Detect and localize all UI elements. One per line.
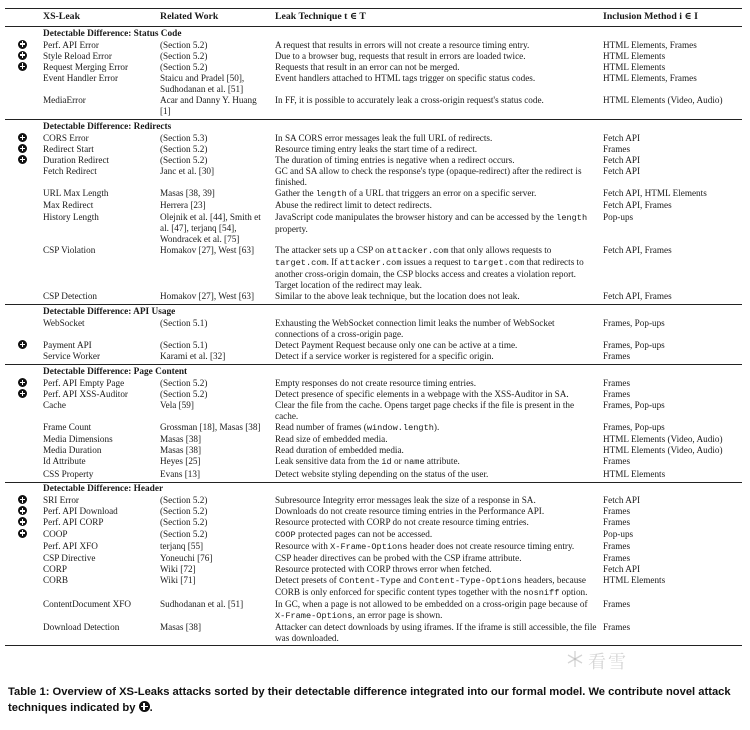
- table-row: [5, 378, 742, 389]
- novel-marker-cell: [5, 62, 40, 73]
- table-row: [5, 144, 742, 155]
- related-work: (Section 5.2): [160, 61, 208, 72]
- table-row: [5, 166, 742, 188]
- related-work: Homakov [27], West [63]: [160, 291, 255, 302]
- table-row: [5, 133, 742, 144]
- novel-marker-cell: [5, 212, 40, 245]
- table-row: [5, 95, 742, 120]
- section-header-row: [5, 482, 742, 495]
- leak-technique: Resource with X-Frame-Options header does not create resource timing entry.: [275, 540, 575, 552]
- table-row: [5, 434, 742, 445]
- table-header-row: [5, 9, 742, 27]
- xs-leaks-table: [5, 8, 742, 646]
- watermark-snowflake-icon: [566, 650, 584, 668]
- related-work: Grossman [18], Masas [38]: [160, 422, 261, 433]
- related-work: (Section 5.1): [160, 340, 208, 351]
- leak-technique: Clear the file from the cache. Opens target page checks if the file is present in the cache.: [275, 400, 575, 422]
- xs-leak-name: URL Max Length: [43, 188, 109, 199]
- novel-marker-cell: [5, 40, 40, 51]
- novel-marker-cell: [5, 575, 40, 599]
- novel-plus-icon: [18, 389, 27, 398]
- inclusion-method: Fetch API, HTML Elements: [603, 188, 707, 199]
- xs-leak-name: CSP Directive: [43, 552, 96, 563]
- caption-tail: .: [149, 702, 153, 714]
- related-work: Staicu and Pradel [50], Sudhodanan et al. [51]: [160, 72, 245, 94]
- leak-technique: Detect if a service worker is registered for a specific origin.: [275, 351, 494, 362]
- inclusion-method: Fetch API, Frames: [603, 291, 672, 302]
- novel-marker-cell: [5, 245, 40, 291]
- related-work: (Section 5.1): [160, 317, 208, 328]
- novel-marker-cell: [5, 389, 40, 400]
- related-work: Sudhodanan et al. [51]: [160, 599, 244, 610]
- inclusion-method: Fetch API, Frames: [603, 200, 672, 211]
- section-spacer: [5, 482, 40, 495]
- inclusion-method: Pop-ups: [603, 528, 634, 539]
- inclusion-method: Fetch API: [603, 563, 641, 574]
- table-row: [5, 389, 742, 400]
- xs-leak-name: CSP Detection: [43, 291, 98, 302]
- table-row: [5, 200, 742, 211]
- xs-leak-name: Event Handler Error: [43, 72, 118, 83]
- novel-marker-cell: [5, 400, 40, 422]
- leak-technique: Attacker can detect downloads by using iframes. If the iframe is still accessible, the file was downloaded.: [272, 622, 600, 646]
- inclusion-method: Frames: [603, 517, 631, 528]
- inclusion-method: Frames: [603, 540, 631, 551]
- leak-technique: Similar to the above leak technique, but the location does not leak.: [275, 291, 520, 302]
- leak-technique: Read number of frames (window.length).: [275, 422, 440, 434]
- inclusion-method: HTML Elements (Video, Audio): [603, 95, 723, 106]
- table-caption: [8, 684, 743, 716]
- xs-leak-name: Frame Count: [43, 422, 92, 433]
- xs-leak-name: Id Attribute: [43, 456, 86, 467]
- related-work: Herrera [23]: [160, 200, 206, 211]
- leak-technique: Event handlers attached to HTML tags trigger on specific status codes.: [275, 72, 536, 83]
- table-row: [5, 469, 742, 483]
- related-work: Olejnik et al. [44], Smith et al. [47], terjanq [54], Wondracek et al. [75]: [160, 211, 261, 244]
- leak-technique: Resource protected with CORP throws error when fetched.: [275, 563, 492, 574]
- novel-plus-icon: [18, 506, 27, 515]
- xs-leak-name: CSP Violation: [43, 244, 96, 255]
- leak-technique: The attacker sets up a CSP on attacker.com that only allows requests to target.com. If attacker.com issues a request to target.com that redirects to another cross-origin domain, the CSP blocks access and creates a violation report. Target location of the redirect may leak.: [275, 244, 584, 291]
- novel-plus-icon: [18, 62, 27, 71]
- related-work: Yoneuchi [76]: [160, 552, 213, 563]
- table-row: [5, 212, 742, 245]
- novel-plus-icon: [18, 529, 27, 538]
- table-row: [5, 51, 742, 62]
- inclusion-method: HTML Elements: [603, 468, 666, 479]
- table-row: [5, 318, 742, 340]
- related-work: (Section 5.2): [160, 50, 208, 61]
- novel-marker-cell: [5, 166, 40, 188]
- novel-plus-icon: [139, 701, 150, 712]
- section-header-row: [5, 27, 742, 40]
- novel-marker-cell: [5, 506, 40, 517]
- related-work: (Section 5.2): [160, 377, 208, 388]
- table-row: [5, 553, 742, 564]
- related-work: Wiki [72]: [160, 563, 196, 574]
- novel-marker-cell: [5, 51, 40, 62]
- table-row: [5, 73, 742, 95]
- leak-technique: Resource timing entry leaks the start time of a redirect.: [275, 143, 478, 154]
- section-spacer: [5, 27, 40, 40]
- xs-leak-name: Perf. API CORP: [43, 517, 104, 528]
- section-title: Detectable Difference: Redirects: [40, 120, 742, 133]
- table-row: [5, 599, 742, 622]
- leak-technique: Empty responses do not create resource timing entries.: [275, 377, 477, 388]
- related-work: Karami et al. [32]: [160, 351, 226, 362]
- xs-leak-name: Service Worker: [43, 351, 100, 362]
- xs-leak-name: Request Merging Error: [43, 61, 129, 72]
- inclusion-method: Fetch API, Frames: [603, 244, 672, 255]
- xs-leak-name: Perf. API Download: [43, 506, 118, 517]
- header-novel-marker: [5, 9, 40, 27]
- novel-marker-cell: [5, 95, 40, 120]
- novel-marker-cell: [5, 144, 40, 155]
- table-row: [5, 575, 742, 599]
- leak-technique: Resource protected with CORP do not create resource timing entries.: [275, 517, 529, 528]
- table-row: [5, 529, 742, 541]
- novel-marker-cell: [5, 318, 40, 340]
- inclusion-method: HTML Elements: [603, 574, 666, 585]
- xs-leak-name: Perf. API Empty Page: [43, 377, 125, 388]
- leak-technique: In GC, when a page is not allowed to be embedded on a cross-origin page because of X-Frame-Options, an error page is shown.: [275, 599, 588, 622]
- inclusion-method: Frames: [603, 143, 631, 154]
- related-work: (Section 5.2): [160, 495, 208, 506]
- related-work: (Section 5.2): [160, 155, 208, 166]
- novel-marker-cell: [5, 351, 40, 365]
- xs-leak-name: Fetch Redirect: [43, 166, 97, 177]
- related-work: Masas [38, 39]: [160, 188, 215, 199]
- inclusion-method: Pop-ups: [603, 211, 634, 222]
- table-row: [5, 155, 742, 166]
- section-title: Detectable Difference: Status Code: [43, 28, 182, 39]
- xs-leak-name: Cache: [43, 400, 66, 410]
- xs-leak-name: Payment API: [43, 340, 92, 351]
- novel-plus-icon: [18, 495, 27, 504]
- inclusion-method: Frames: [603, 388, 631, 399]
- section-title: Detectable Difference: Page Content: [40, 365, 742, 378]
- table-row: [5, 517, 742, 528]
- related-work: (Section 5.2): [160, 517, 208, 528]
- related-work: (Section 5.2): [160, 506, 208, 517]
- related-work: (Section 5.3): [160, 132, 208, 143]
- xs-leak-name: History Length: [43, 211, 99, 222]
- section-header-row: [5, 305, 742, 318]
- table-row: [5, 340, 742, 351]
- leak-technique: Detect Payment Request because only one can be active at a time.: [275, 340, 518, 351]
- table-body: [5, 27, 742, 646]
- xs-leak-name: Download Detection: [40, 622, 157, 646]
- inclusion-method: HTML Elements (Video, Audio): [603, 445, 723, 456]
- leak-technique: Requests that result in an error can not be merged.: [275, 61, 460, 72]
- related-work: Heyes [25]: [160, 456, 201, 467]
- xs-leak-name: ContentDocument XFO: [43, 599, 132, 610]
- leak-technique: JavaScript code manipulates the browser history and can be accessed by the length property.: [275, 211, 588, 234]
- xs-leak-name: CORS Error: [43, 132, 89, 143]
- leak-technique: Subresource Integrity error messages leak the size of a response in SA.: [275, 495, 536, 506]
- section-spacer: [5, 305, 40, 318]
- leak-technique: In FF, it is possible to accurately leak a cross-origin request's status code.: [275, 95, 544, 106]
- inclusion-method: Fetch API: [603, 132, 641, 143]
- xs-leak-name: MediaError: [43, 95, 86, 106]
- leak-technique: COOP protected pages can not be accessed.: [275, 528, 433, 540]
- header-related-work: Related Work: [157, 9, 272, 27]
- inclusion-method: Frames, Pop-ups: [603, 400, 665, 410]
- section-title: Detectable Difference: Header: [40, 482, 742, 495]
- xs-leak-name: Max Redirect: [43, 200, 94, 211]
- inclusion-method: Fetch API: [603, 155, 641, 166]
- xs-leak-name: CORP: [43, 563, 68, 574]
- leak-technique: GC and SA allow to check the response's type (opaque-redirect) after the redirect is finished.: [275, 166, 582, 188]
- xs-leak-name: Perf. API XFO: [43, 540, 98, 551]
- related-work: (Section 5.2): [160, 388, 208, 399]
- novel-marker-cell: [5, 378, 40, 389]
- leak-technique: Leak sensitive data from the id or name attribute.: [275, 456, 460, 468]
- inclusion-method: Frames: [603, 552, 631, 563]
- novel-marker-cell: [5, 599, 40, 622]
- table-row: [5, 62, 742, 73]
- table-row: [5, 506, 742, 517]
- table-row: [5, 40, 742, 51]
- caption-text: Table 1: Overview of XS-Leaks attacks sorted by their detectable difference integrated into our formal model. We contribute novel attack techniques indicated by: [8, 686, 731, 714]
- xs-leak-name: Style Reload Error: [43, 50, 112, 61]
- novel-plus-icon: [18, 144, 27, 153]
- table-row: [5, 495, 742, 506]
- novel-marker-cell: [5, 434, 40, 445]
- leak-technique: A request that results in errors will not create a resource timing entry.: [275, 39, 530, 50]
- novel-marker-cell: [5, 133, 40, 144]
- inclusion-method: Frames: [603, 599, 631, 610]
- novel-marker-cell: [5, 553, 40, 564]
- related-work: Masas [38]: [160, 434, 202, 445]
- novel-plus-icon: [18, 133, 27, 142]
- novel-marker-cell: [5, 340, 40, 351]
- inclusion-method: Frames: [603, 506, 631, 517]
- related-work: Wiki [71]: [160, 574, 196, 585]
- table-row: [5, 456, 742, 468]
- leak-technique: Read duration of embedded media.: [275, 445, 404, 456]
- inclusion-method: Frames: [603, 351, 631, 362]
- inclusion-method: Frames: [600, 622, 742, 646]
- novel-marker-cell: [5, 622, 40, 646]
- novel-marker-cell: [5, 469, 40, 483]
- section-spacer: [5, 120, 40, 133]
- novel-marker-cell: [5, 291, 40, 305]
- table-row: [5, 351, 742, 365]
- novel-plus-icon: [18, 40, 27, 49]
- xs-leak-name: Media Dimensions: [43, 434, 113, 445]
- related-work: terjanq [55]: [160, 540, 204, 551]
- leak-technique: Downloads do not create resource timing entries in the Performance API.: [275, 506, 545, 517]
- xs-leak-name: CORB: [43, 574, 69, 585]
- header-inclusion-method: Inclusion Method i ∈ I: [600, 9, 742, 27]
- xs-leak-name: Media Duration: [43, 445, 102, 456]
- table-row: [5, 622, 742, 646]
- novel-plus-icon: [18, 51, 27, 60]
- related-work: (Section 5.2): [160, 39, 208, 50]
- novel-marker-cell: [5, 456, 40, 468]
- inclusion-method: Frames: [603, 377, 631, 388]
- novel-plus-icon: [18, 378, 27, 387]
- novel-marker-cell: [5, 445, 40, 456]
- table-row: [5, 188, 742, 200]
- novel-marker-cell: [5, 517, 40, 528]
- xs-leak-name: Perf. API XSS-Auditor: [43, 388, 128, 399]
- table-row: [5, 564, 742, 575]
- related-work: Homakov [27], West [63]: [160, 244, 255, 255]
- leak-technique: Detect presence of specific elements in a webpage with the XSS-Auditor in SA.: [275, 388, 569, 399]
- novel-marker-cell: [5, 188, 40, 200]
- novel-plus-icon: [18, 340, 27, 349]
- xs-leak-name: Redirect Start: [43, 143, 94, 154]
- novel-marker-cell: [5, 422, 40, 434]
- related-work: (Section 5.2): [160, 528, 208, 539]
- xs-leak-name: Duration Redirect: [43, 155, 110, 166]
- leak-technique: In SA CORS error messages leak the full URL of redirects.: [275, 132, 493, 143]
- novel-plus-icon: [18, 155, 27, 164]
- leak-technique: The duration of timing entries is negative when a redirect occurs.: [275, 155, 515, 166]
- section-title: Detectable Difference: API Usage: [40, 305, 742, 318]
- leak-technique: Exhausting the WebSocket connection limit leaks the number of WebSocket connections of a cross-origin page.: [275, 317, 555, 339]
- leak-technique: Detect website styling depending on the status of the user.: [275, 468, 489, 479]
- related-work: (Section 5.2): [160, 143, 208, 154]
- leak-technique: Abuse the redirect limit to detect redirects.: [275, 200, 432, 211]
- inclusion-method: HTML Elements: [603, 50, 666, 61]
- novel-marker-cell: [5, 564, 40, 575]
- section-header-row: [5, 365, 742, 378]
- xs-leak-name: COOP: [43, 528, 68, 539]
- novel-marker-cell: [5, 155, 40, 166]
- inclusion-method: Frames, Pop-ups: [603, 317, 665, 328]
- header-leak-technique: Leak Technique t ∈ T: [272, 9, 600, 27]
- inclusion-method: HTML Elements, Frames: [603, 39, 697, 50]
- related-work: Masas [38]: [160, 445, 202, 456]
- novel-marker-cell: [5, 200, 40, 211]
- section-header-row: [5, 120, 742, 133]
- table-row: [5, 400, 742, 422]
- xs-leak-name: SRI Error: [43, 495, 79, 506]
- table-row: [5, 445, 742, 456]
- xs-leak-name: Perf. API Error: [43, 39, 99, 50]
- table-row: [5, 245, 742, 291]
- related-work: Vela [59]: [160, 400, 194, 410]
- inclusion-method: Fetch API: [603, 166, 641, 177]
- leak-technique: CSP header directives can be probed with the CSP iframe attribute.: [275, 552, 522, 563]
- related-work: Masas [38]: [157, 622, 272, 646]
- inclusion-method: HTML Elements, Frames: [603, 72, 697, 83]
- table-row: [5, 422, 742, 434]
- leak-technique: Detect presets of Content-Type and Content-Type-Options headers, because CORB is only enforced for specific content types together with the nosniff option.: [275, 574, 588, 598]
- inclusion-method: HTML Elements (Video, Audio): [603, 434, 723, 445]
- related-work: Acar and Danny Y. Huang [1]: [160, 95, 257, 117]
- inclusion-method: Frames: [603, 456, 631, 467]
- table-row: [5, 541, 742, 553]
- novel-marker-cell: [5, 541, 40, 553]
- xs-leak-name: CSS Property: [43, 468, 94, 479]
- inclusion-method: HTML Elements: [603, 61, 666, 72]
- novel-marker-cell: [5, 529, 40, 541]
- novel-plus-icon: [18, 517, 27, 526]
- leak-technique: Gather the length of a URL that triggers an error on a specific server.: [275, 188, 537, 200]
- related-work: Evans [13]: [160, 468, 201, 479]
- watermark-text: 看雪: [588, 652, 628, 673]
- leak-technique: Read size of embedded media.: [275, 434, 388, 445]
- table-row: [5, 291, 742, 305]
- inclusion-method: Frames, Pop-ups: [603, 340, 665, 351]
- novel-marker-cell: [5, 73, 40, 95]
- novel-marker-cell: [5, 495, 40, 506]
- related-work: Janc et al. [30]: [160, 166, 215, 177]
- leak-technique: Due to a browser bug, requests that result in errors are loaded twice.: [275, 50, 526, 61]
- inclusion-method: Frames, Pop-ups: [603, 422, 665, 433]
- section-spacer: [5, 365, 40, 378]
- inclusion-method: Fetch API: [603, 495, 641, 506]
- xs-leak-name: WebSocket: [43, 317, 85, 328]
- header-xs-leak: XS-Leak: [40, 9, 157, 27]
